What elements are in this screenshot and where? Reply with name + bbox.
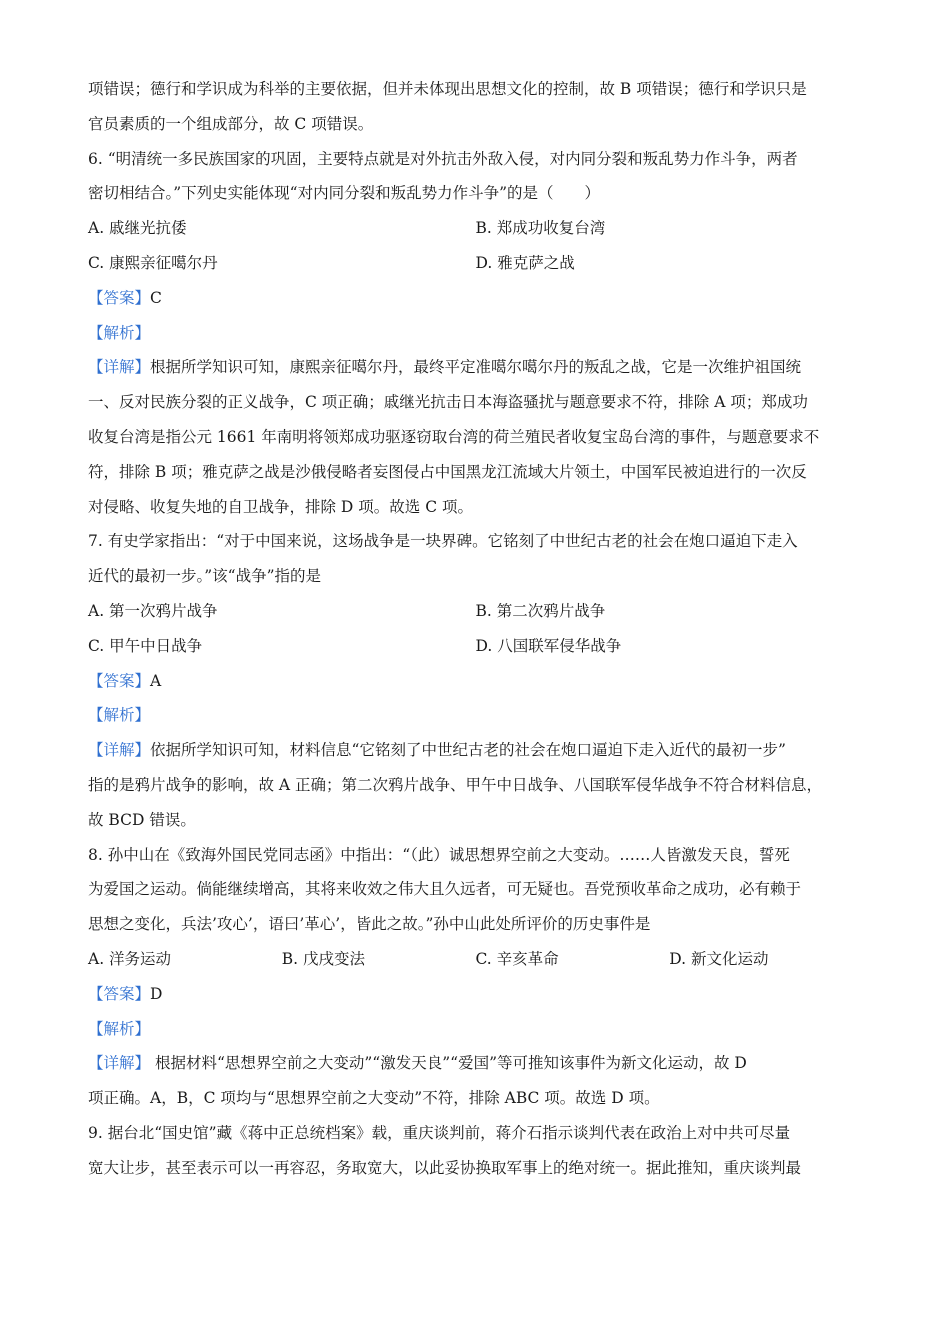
q8-detail-line: 项正确。A，B，C 项均与“思想界空前之大变动”不符，排除 ABC 项。故选 D 项。 bbox=[88, 1089, 660, 1108]
q8-detail-text: 根据材料“思想界空前之大变动”“激发天良”“爱国”等可推知该事件为新文化运动，故 D bbox=[150, 1054, 747, 1073]
q6-options bbox=[88, 246, 863, 281]
q7-detail-line: 指的是鸦片战争的影响，故 A 正确；第二次鸦片战争、甲午中日战争、八国联军侵华战争不符合材料信息， bbox=[88, 775, 823, 794]
q6-detail-line: 符，排除 B 项；雅克萨之战是沙俄侵略者妄图侵占中国黑龙江流域大片领土，中国军民被迫进行的一次反 bbox=[88, 462, 807, 481]
answer-label: 【答案】 bbox=[88, 288, 151, 307]
q6-detail-text: 根据所学知识可知，康熙亲征噶尔丹，最终平定准噶尔噶尔丹的叛乱之战，它是一次维护祖国统 bbox=[150, 358, 802, 377]
q6-answer-value: C bbox=[150, 288, 162, 307]
q7-option-a: A. 第一次鸦片战争 bbox=[88, 601, 218, 620]
q7-analysis bbox=[88, 698, 863, 733]
q7-detail-line bbox=[88, 733, 863, 768]
q7-option-b: B. 第二次鸦片战争 bbox=[475, 601, 606, 620]
q8-stem-line: 8. 孙中山在《致海外国民党同志函》中指出：“（此）诚思想界空前之大变动。……人皆激发天良，誓死 bbox=[88, 845, 790, 864]
q7-answer-value: A bbox=[150, 671, 162, 690]
q6-detail-line: 对侵略、收复失地的自卫战争，排除 D 项。故选 C 项。 bbox=[88, 497, 473, 516]
answer-label: 【答案】 bbox=[88, 984, 151, 1003]
detail-label: 【详解】 bbox=[88, 358, 151, 377]
q7-options bbox=[88, 629, 863, 664]
q6-option-b: B. 郑成功收复台湾 bbox=[475, 219, 606, 238]
q6-options bbox=[88, 211, 863, 246]
q8-options bbox=[88, 942, 863, 977]
q8-detail-line bbox=[88, 1046, 863, 1081]
q9-stem-line: 宽大让步，甚至表示可以一再容忍，务取宽大，以此妥协换取军事上的绝对统一。据此推知，重庆谈判最 bbox=[88, 1158, 802, 1177]
analysis-label: 【解析】 bbox=[88, 706, 151, 725]
intro-line: 项错误；德行和学识成为科举的主要依据，但并未体现出思想文化的控制，故 B 项错误；德行和学识只是 bbox=[88, 80, 807, 98]
q8-option-d: D. 新文化运动 bbox=[669, 949, 769, 968]
q6-option-c: C. 康熙亲征噶尔丹 bbox=[88, 253, 218, 272]
q6-option-d: D. 雅克萨之战 bbox=[475, 253, 575, 272]
q7-option-c: C. 甲午中日战争 bbox=[88, 636, 203, 655]
q6-answer bbox=[88, 281, 863, 316]
q6-stem-line: 密切相结合。”下列史实能体现“对内同分裂和叛乱势力作斗争”的是（ ） bbox=[88, 184, 601, 203]
intro-line: 官员素质的一个组成部分，故 C 项错误。 bbox=[88, 114, 374, 133]
q6-detail-line bbox=[88, 350, 863, 385]
q6-option-a: A. 戚继光抗倭 bbox=[88, 219, 187, 238]
q9-stem-line: 9. 据台北“国史馆”藏《蒋中正总统档案》载，重庆谈判前，蒋介石指示谈判代表在政治上对中共可尽量 bbox=[88, 1123, 791, 1142]
q7-detail-line: 故 BCD 错误。 bbox=[88, 810, 196, 829]
q8-option-b: B. 戊戌变法 bbox=[281, 949, 365, 968]
q8-analysis bbox=[88, 1012, 863, 1047]
q6-detail-line: 收复台湾是指公元 1661 年南明将领郑成功驱逐窃取台湾的荷兰殖民者收复宝岛台湾的事件，与题意要求不 bbox=[88, 427, 820, 446]
q8-option-a: A. 洋务运动 bbox=[88, 949, 172, 968]
q8-stem-line: 思想之变化，兵法’攻心’，语曰’革心’，皆此之故。”孙中山此处所评价的历史事件是 bbox=[88, 915, 651, 934]
q8-option-c: C. 辛亥革命 bbox=[475, 949, 559, 968]
detail-label: 【详解】 bbox=[88, 741, 151, 760]
q8-stem-line: 为爱国之运动。倘能继续增高，其将来收效之伟大且久远者，可无疑也。吾党预收革命之成功，必有赖于 bbox=[88, 880, 802, 899]
q7-answer bbox=[88, 664, 863, 699]
q7-options bbox=[88, 594, 863, 629]
q8-answer bbox=[88, 977, 863, 1012]
answer-label: 【答案】 bbox=[88, 671, 151, 690]
detail-label: 【详解】 bbox=[88, 1054, 151, 1073]
analysis-label: 【解析】 bbox=[88, 323, 151, 342]
q7-stem-line: 7. 有史学家指出：“对于中国来说，这场战争是一块界碑。它铭刻了中世纪古老的社会在炮口逼迫下走入 bbox=[88, 532, 798, 551]
document-page bbox=[88, 72, 863, 1186]
q7-detail-text: 依据所学知识可知，材料信息“它铭刻了中世纪古老的社会在炮口逼迫下走入近代的最初一步” bbox=[150, 741, 786, 760]
q6-stem-line: 6. “明清统一多民族国家的巩固，主要特点就是对外抗击外敌入侵，对内同分裂和叛乱势力作斗争，两者 bbox=[88, 149, 798, 168]
q8-answer-value: D bbox=[150, 984, 163, 1003]
q6-detail-line: 一、反对民族分裂的正义战争，C 项正确；戚继光抗击日本海盗骚扰与题意要求不符，排除 A 项；郑成功 bbox=[88, 393, 808, 412]
q6-analysis bbox=[88, 316, 863, 351]
q7-option-d: D. 八国联军侵华战争 bbox=[475, 636, 622, 655]
q7-stem-line: 近代的最初一步。”该“战争”指的是 bbox=[88, 567, 322, 586]
analysis-label: 【解析】 bbox=[88, 1019, 151, 1038]
